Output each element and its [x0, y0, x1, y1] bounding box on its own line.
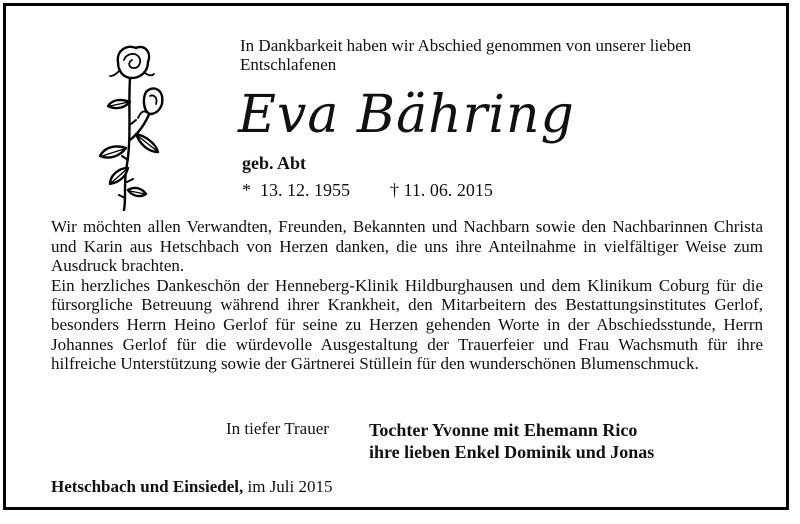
- intro-text: In Dankbarkeit haben wir Abschied genommen von unserer lieben Entschlafenen: [240, 36, 692, 74]
- rose-icon: [88, 40, 188, 212]
- mourners-list: [369, 419, 654, 463]
- birth-symbol: *: [242, 180, 251, 200]
- life-dates: [242, 180, 493, 201]
- obituary-notice: [3, 3, 789, 510]
- footer-place: Hetschbach und Einsiedel,: [51, 477, 244, 496]
- footer-place-date: [51, 477, 333, 497]
- birth-date: 13. 12. 1955: [260, 180, 350, 200]
- death-date: 11. 06. 2015: [403, 180, 493, 200]
- deceased-name: Eva Bähring: [238, 85, 575, 145]
- death-symbol: †: [390, 180, 399, 200]
- thanks-text: [51, 217, 763, 374]
- mourner-line: Tochter Yvonne mit Ehemann Rico: [369, 420, 638, 440]
- mourning-label: In tiefer Trauer: [226, 419, 329, 438]
- birth-name: geb. Abt: [242, 153, 307, 173]
- thanks-paragraph-2: Ein herzliches Dankeschön der Henneberg-Klinik Hildburghausen und dem Klinikum Coburg für die fürsorgliche Betreuung während ihrer Krankheit, den Mitarbeitern des Bestattungsinstitutes Gerlof, besonders Herrn Heino Gerlof für seine zu Herzen gehenden Worte in der Abschiedsstunde, Herrn Johannes Gerlof für die würdevolle Ausgestaltung der Trauerfeier und Frau Wachsmuth für ihre hilfreiche Unterstützung sowie der Gärtnerei Stüllein für den wunderschönen Blumenschmuck.: [51, 275, 763, 374]
- thanks-paragraph-1: Wir möchten allen Verwandten, Freunden, Bekannten und Nachbarn sowie den Nachbarinnen Christa und Karin aus Hetschbach von Herzen danken, die uns ihre Anteilnahme in vielfältiger Weise zum Ausdruck brachten.: [51, 217, 763, 276]
- mourner-line: ihre lieben Enkel Dominik und Jonas: [369, 442, 655, 462]
- footer-date: im Juli 2015: [247, 477, 333, 496]
